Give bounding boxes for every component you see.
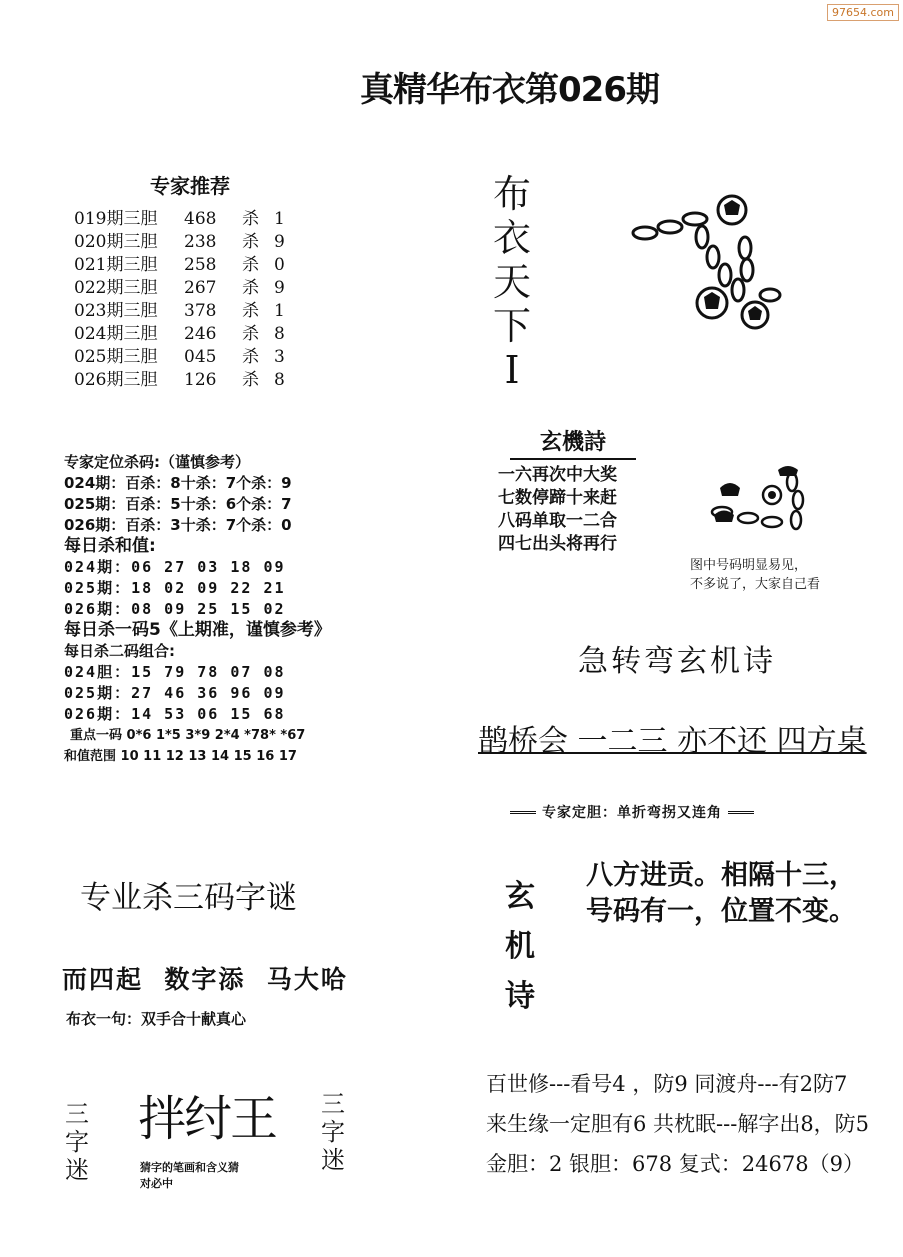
expert-period: 026期三胆 bbox=[74, 370, 158, 390]
expert-row bbox=[74, 346, 285, 369]
bottom-line: 金胆：2 银胆：678 复式：24678（9） bbox=[486, 1152, 864, 1176]
kill-two-row: 025期：27 46 36 96 09 bbox=[64, 684, 286, 702]
divider bbox=[728, 811, 754, 814]
expert-k: 1 bbox=[274, 301, 285, 321]
expert-period: 025期三胆 bbox=[74, 347, 158, 367]
note-line: 图中号码明显易见， bbox=[690, 558, 808, 573]
kill-two-row: 026期：14 53 06 15 68 bbox=[64, 705, 286, 723]
expert-dan bbox=[510, 802, 824, 822]
sum-kill-row: 025期：18 02 09 22 21 bbox=[64, 579, 286, 597]
poem-line: 一六再次中大奖 bbox=[498, 465, 617, 485]
expert-kill: 杀 bbox=[242, 370, 259, 390]
position-kill-title: 专家定位杀码:（谨慎参考） bbox=[64, 453, 250, 471]
position-kill-row: 024期：百杀：8十杀：7个杀：9 bbox=[64, 474, 292, 492]
turn-poem-line: 鹊桥会 一二三 亦不还 四方桌 bbox=[478, 724, 867, 759]
riddle-words: 而四起 数字添 马大哈 bbox=[62, 965, 348, 994]
riddle-side-right bbox=[318, 1090, 348, 1174]
expert-kill: 杀 bbox=[242, 324, 259, 344]
expert-period: 022期三胆 bbox=[74, 278, 158, 298]
kill-two-title: 每日杀二码组合: bbox=[64, 642, 175, 660]
vert-char: 三 bbox=[65, 1100, 89, 1128]
vert-char: 下 bbox=[492, 304, 531, 348]
expert-nums: 267 bbox=[184, 278, 217, 298]
poem-line: 八码单取一二合 bbox=[498, 511, 617, 531]
bottom-line: 百世修---看号4 ，防9 同渡舟---有2防7 bbox=[486, 1072, 848, 1096]
expert-row bbox=[74, 231, 285, 254]
position-kill-row: 026期：百杀：3十杀：7个杀：0 bbox=[64, 516, 292, 534]
xuanji-vertical bbox=[502, 872, 538, 1022]
riddle-title: 专业杀三码字谜 bbox=[80, 880, 297, 916]
coin-chain-illustration bbox=[700, 460, 820, 545]
expert-nums: 378 bbox=[184, 301, 217, 321]
vert-char: 衣 bbox=[492, 216, 531, 260]
expert-period: 020期三胆 bbox=[74, 232, 158, 252]
expert-kill: 杀 bbox=[242, 278, 259, 298]
expert-row bbox=[74, 277, 285, 300]
expert-row bbox=[74, 369, 285, 392]
expert-k: 1 bbox=[274, 209, 285, 229]
watermark: 97654.com bbox=[827, 4, 899, 21]
buyi-vertical bbox=[490, 172, 534, 392]
bottom-lines bbox=[486, 1064, 869, 1184]
expert-nums: 126 bbox=[184, 370, 217, 390]
vert-char: 三 bbox=[321, 1090, 345, 1118]
poem-line: 号码有一，位置不变。 bbox=[586, 896, 856, 927]
position-kill-row: 025期：百杀：5十杀：6个杀：7 bbox=[64, 495, 292, 513]
expert-row bbox=[74, 300, 285, 323]
hint-line: 猜字的笔画和含义猜 bbox=[140, 1161, 239, 1174]
expert-row bbox=[74, 254, 285, 277]
poem-line: 七数停蹄十来赶 bbox=[498, 488, 617, 508]
chain-illustration bbox=[620, 185, 820, 345]
sum-kill-row: 026期：08 09 25 15 02 bbox=[64, 600, 286, 618]
expert-kill: 杀 bbox=[242, 301, 259, 321]
vert-char: 字 bbox=[65, 1128, 89, 1156]
vert-char: 字 bbox=[321, 1118, 345, 1146]
kill-one: 每日杀一码5《上期准，谨慎参考》 bbox=[64, 620, 331, 640]
xuanji-poem-title: 玄機詩 bbox=[510, 425, 636, 460]
page-title: 真精华布衣第026期 bbox=[360, 70, 659, 110]
expert-k: 8 bbox=[274, 370, 285, 390]
stats-block bbox=[64, 452, 331, 767]
expert-list bbox=[74, 208, 285, 392]
vert-char: 迷 bbox=[321, 1146, 345, 1174]
vert-char: 布 bbox=[492, 172, 531, 216]
sum-kill-title: 每日杀和值: bbox=[64, 536, 156, 556]
sum-range: 和值范围 10 11 12 13 14 15 16 17 bbox=[64, 749, 297, 764]
expert-k: 9 bbox=[274, 278, 285, 298]
expert-period: 024期三胆 bbox=[74, 324, 158, 344]
vert-char: 玄 bbox=[505, 879, 535, 914]
bottom-line: 来生缘一定胆有6 共枕眠---解字出8，防5 bbox=[486, 1112, 870, 1136]
turn-poem-title: 急转弯玄机诗 bbox=[578, 644, 776, 679]
expert-k: 0 bbox=[274, 255, 285, 275]
riddle-side-left bbox=[62, 1100, 92, 1184]
expert-k: 9 bbox=[274, 232, 285, 252]
xuanji-poem bbox=[498, 425, 648, 556]
expert-nums: 468 bbox=[184, 209, 217, 229]
kill-two-row: 024胆：15 79 78 07 08 bbox=[64, 663, 286, 681]
expert-period: 021期三胆 bbox=[74, 255, 158, 275]
expert-nums: 238 bbox=[184, 232, 217, 252]
expert-k: 3 bbox=[274, 347, 285, 367]
riddle-banner: 拌纣王 bbox=[138, 1091, 277, 1147]
expert-k: 8 bbox=[274, 324, 285, 344]
expert-row bbox=[74, 208, 285, 231]
expert-nums: 045 bbox=[184, 347, 217, 367]
vert-char: 诗 bbox=[505, 979, 535, 1014]
vert-char: 机 bbox=[505, 929, 535, 964]
expert-period: 023期三胆 bbox=[74, 301, 158, 321]
expert-kill: 杀 bbox=[242, 347, 259, 367]
hint-line: 对必中 bbox=[140, 1177, 173, 1190]
expert-nums: 258 bbox=[184, 255, 217, 275]
expert-title: 专家推荐 bbox=[150, 174, 230, 198]
key-code: 重点一码 0*6 1*5 3*9 2*4 *78* *67 bbox=[70, 728, 306, 743]
sum-kill-row: 024期：06 27 03 18 09 bbox=[64, 558, 286, 576]
expert-row bbox=[74, 323, 285, 346]
expert-nums: 246 bbox=[184, 324, 217, 344]
expert-period: 019期三胆 bbox=[74, 209, 158, 229]
xuanji-text bbox=[586, 858, 856, 930]
riddle-saying: 布衣一句：双手合十献真心 bbox=[66, 1010, 247, 1028]
vert-char: 天 bbox=[492, 260, 531, 304]
expert-kill: 杀 bbox=[242, 255, 259, 275]
vert-char: 迷 bbox=[65, 1156, 89, 1184]
riddle-hint bbox=[140, 1160, 239, 1192]
expert-dan-text: 专家定胆：单折弯拐又连角 bbox=[542, 805, 722, 821]
divider bbox=[510, 811, 536, 814]
poem-line: 四七出头将再行 bbox=[498, 534, 617, 554]
expert-kill: 杀 bbox=[242, 209, 259, 229]
picture-note bbox=[690, 556, 820, 594]
expert-kill: 杀 bbox=[242, 232, 259, 252]
poem-line: 八方进贡。相隔十三， bbox=[586, 860, 856, 891]
note-line: 不多说了，大家自己看 bbox=[690, 577, 821, 592]
vert-char: I bbox=[504, 348, 520, 392]
